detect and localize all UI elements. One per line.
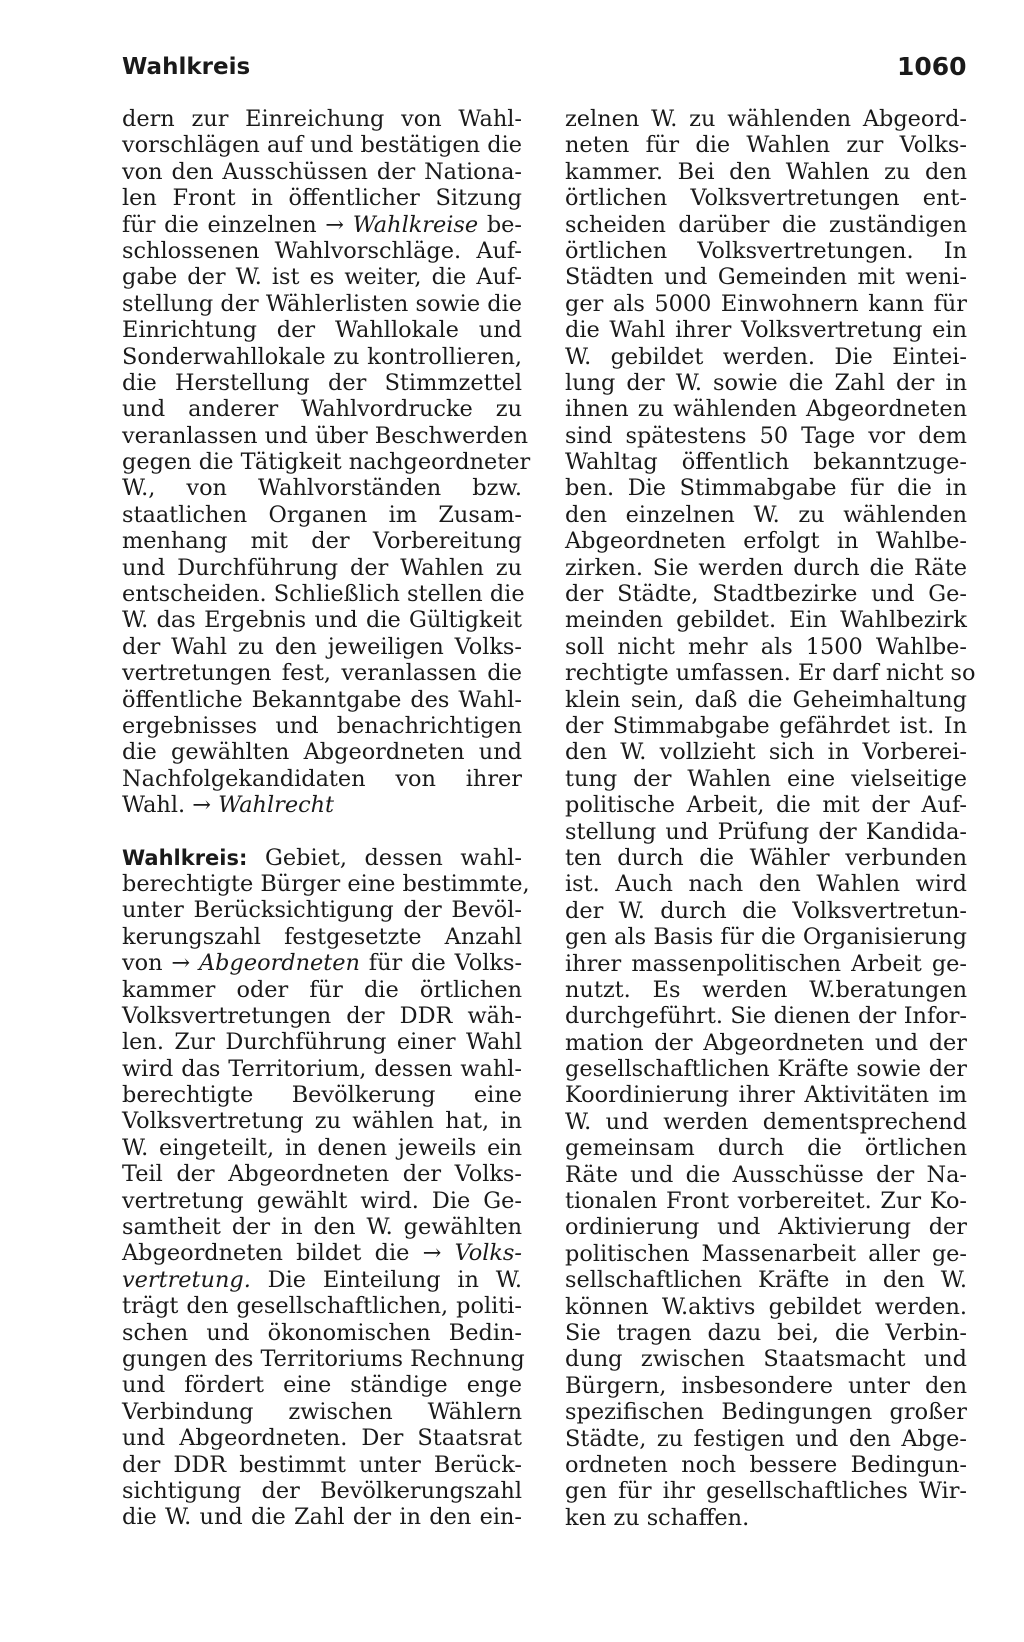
- text-line: menhang mit der Vorbereitung: [122, 528, 522, 555]
- text-line: berechtigte Bürger eine bestimmte,: [122, 870, 530, 897]
- entry-keyword: Wahlkreis:: [122, 845, 248, 870]
- text-line: tung der Wahlen eine vielseitige: [565, 765, 967, 792]
- text-line: vertretung gewählt wird. Die Ge-: [122, 1187, 522, 1214]
- text-line: von → Abgeordneten für die Volks-: [122, 950, 523, 977]
- text-line: zirken. Sie werden durch die Räte: [565, 554, 967, 581]
- text-line: Bürgern, insbesondere unter den: [565, 1372, 967, 1399]
- text-line: Städte, zu festigen und den Abge-: [565, 1425, 967, 1452]
- text-line: schlossenen Wahlvorschläge. Auf-: [122, 237, 522, 264]
- text-line: vorschlägen auf und bestätigen die: [122, 132, 522, 159]
- text-line: ist. Auch nach den Wahlen wird: [565, 871, 967, 898]
- text-line: ergebnisses und benachrichtigen: [122, 712, 522, 739]
- left-column-part1: [122, 106, 531, 819]
- text-line: scheiden darüber die zuständigen: [565, 211, 967, 238]
- text-line: Koordinierung ihrer Aktivitäten im: [565, 1082, 967, 1109]
- text-line: kerungszahl festgesetzte Anzahl: [122, 923, 522, 950]
- text-line: ihrer massenpolitischen Arbeit ge-: [565, 950, 967, 977]
- text-line: örtlichen Volksvertretungen. In: [565, 237, 967, 264]
- left-column-part2: [122, 870, 530, 1531]
- cross-reference[interactable]: vertretung.: [122, 1266, 251, 1293]
- text-line: und Abgeordneten. Der Staatsrat: [122, 1425, 522, 1452]
- text-line: gen für ihr gesellschaftliches Wir-: [565, 1478, 967, 1505]
- text-line: Sonderwahllokale zu kontrollieren,: [122, 343, 522, 370]
- text-line: den einzelnen W. zu wählenden: [565, 501, 967, 528]
- cross-reference[interactable]: Wahlrecht: [218, 792, 335, 819]
- text-line: gegen die Tätigkeit nachgeordneter: [122, 449, 531, 476]
- text-line: für die einzelnen → Wahlkreise be-: [122, 211, 522, 238]
- text-line: und anderer Wahlvordrucke zu: [122, 396, 522, 423]
- entry-first-line: [122, 845, 522, 871]
- text-line: wird das Territorium, dessen wahl-: [122, 1055, 522, 1082]
- text-line: meinden gebildet. Ein Wahlbezirk: [565, 607, 967, 634]
- text-line: sellschaftlichen Kräfte in den W.: [565, 1267, 967, 1294]
- text-line: gen als Basis für die Organisierung: [565, 924, 967, 951]
- text-line: gabe der W. ist es weiter, die Auf-: [122, 264, 522, 291]
- text-line: öffentliche Bekanntgabe des Wahl-: [122, 686, 522, 713]
- text-line: ordinierung und Aktivierung der: [565, 1214, 967, 1241]
- right-column: [565, 106, 976, 1531]
- text-line: stellung und Prüfung der Kandida-: [565, 818, 967, 845]
- text-line: ger als 5000 Einwohnern kann für: [565, 290, 967, 317]
- text-line: Sie tragen dazu bei, die Verbin-: [565, 1319, 967, 1346]
- text-line: veranlassen und über Beschwerden: [122, 422, 529, 449]
- text-line: ben. Die Stimmabgabe für die in: [565, 475, 967, 502]
- text-line: der Städte, Stadtbezirke und Ge-: [565, 581, 967, 608]
- text-line: schen und ökonomischen Bedin-: [122, 1319, 522, 1346]
- text-line: örtlichen Volksvertretungen ent-: [565, 185, 967, 212]
- text-line: die W. und die Zahl der in den ein-: [122, 1504, 522, 1531]
- text-line: stellung der Wählerlisten sowie die: [122, 290, 522, 317]
- text-line: Teil der Abgeordneten der Volks-: [122, 1161, 522, 1188]
- text-line: sichtigung der Bevölkerungszahl: [122, 1477, 522, 1504]
- text-line: der Wahl zu den jeweiligen Volks-: [122, 633, 522, 660]
- text-line: vertretungen fest, veranlassen die: [122, 660, 522, 687]
- text-line: Räte und die Ausschüsse der Na-: [565, 1161, 967, 1188]
- text-line: entscheiden. Schließlich stellen die: [122, 581, 525, 608]
- text-line: dung zwischen Staatsmacht und: [565, 1346, 967, 1373]
- text-line: Abgeordneten erfolgt in Wahlbe-: [565, 528, 967, 555]
- text-line: Wahltag öffentlich bekanntzuge-: [565, 449, 967, 476]
- text-line: der DDR bestimmt unter Berück-: [122, 1451, 522, 1478]
- text-line: ken zu schaffen.: [565, 1504, 750, 1531]
- text-line: neten für die Wahlen zur Volks-: [565, 132, 967, 159]
- text-line: ten durch die Wähler verbunden: [565, 844, 967, 871]
- text-line: gemeinsam durch die örtlichen: [565, 1135, 967, 1162]
- text-line: gungen des Territoriums Rechnung: [122, 1345, 525, 1372]
- text-line: Volksvertretung zu wählen hat, in: [122, 1108, 522, 1135]
- text-line: und Durchführung der Wahlen zu: [122, 554, 522, 581]
- text-line: sind spätestens 50 Tage vor dem: [565, 422, 967, 449]
- text-line: W. eingeteilt, in denen jeweils ein: [122, 1134, 522, 1161]
- text-line: staatlichen Organen im Zusam-: [122, 501, 522, 528]
- text-line: politischen Massenarbeit aller ge-: [565, 1240, 967, 1267]
- text-line: der Stimmabgabe gefährdet ist. In: [565, 712, 967, 739]
- text-line: nutzt. Es werden W.beratungen: [565, 976, 967, 1003]
- text-line: Städten und Gemeinden mit weni-: [565, 264, 967, 291]
- text-line: lung der W. sowie die Zahl der in: [565, 369, 967, 396]
- text-line: tionalen Front vorbereitet. Zur Ko-: [565, 1188, 967, 1215]
- text-line: gesellschaftlichen Kräfte sowie der: [565, 1056, 967, 1083]
- text-line: spezifischen Bedingungen großer: [565, 1399, 967, 1426]
- cross-reference[interactable]: Wahlkreise: [352, 211, 479, 238]
- text-line: Volksvertretungen der DDR wäh-: [122, 1002, 522, 1029]
- text-line: ihnen zu wählenden Abgeordneten: [565, 396, 967, 423]
- text-line: klein sein, daß die Geheimhaltung: [565, 686, 967, 713]
- text-line: W. das Ergebnis und die Gültigkeit: [122, 607, 522, 634]
- text-line: kammer oder für die örtlichen: [122, 976, 522, 1003]
- entry-separator: [122, 819, 522, 845]
- text-line: Wahl. → Wahlrecht: [122, 792, 335, 819]
- text-line: samtheit der in den W. gewählten: [122, 1214, 522, 1241]
- text-line: zelnen W. zu wählenden Abgeord-: [565, 106, 967, 132]
- left-column: [122, 106, 531, 1531]
- text-line: ordneten noch bessere Bedingun-: [565, 1451, 967, 1478]
- text-line: W. gebildet werden. Die Eintei-: [565, 343, 967, 370]
- page-number: 1060: [897, 52, 967, 81]
- text-line: von den Ausschüssen der Nationa-: [122, 158, 522, 185]
- running-head-title: Wahlkreis: [122, 54, 251, 80]
- cross-reference[interactable]: Volks-: [454, 1240, 522, 1267]
- text-line: politische Arbeit, die mit der Auf-: [565, 792, 967, 819]
- cross-reference[interactable]: Abgeordneten: [199, 950, 360, 977]
- text-line: die Wahl ihrer Volksvertretung ein: [565, 317, 967, 344]
- text-line: berechtigte Bevölkerung eine: [122, 1082, 522, 1109]
- text-line: Abgeordneten bildet die → Volks-: [122, 1240, 522, 1267]
- text-line: W., von Wahlvorständen bzw.: [122, 475, 522, 502]
- text-line: können W.aktivs gebildet werden.: [565, 1293, 967, 1320]
- text-line: rechtigte umfassen. Er darf nicht so: [565, 660, 976, 687]
- text-line: soll nicht mehr als 1500 Wahlbe-: [565, 633, 967, 660]
- text-line: Verbindung zwischen Wählern: [122, 1398, 522, 1425]
- text-line: kammer. Bei den Wahlen zu den: [565, 158, 967, 185]
- text-line: Nachfolgekandidaten von ihrer: [122, 765, 522, 792]
- text-line: mation der Abgeordneten und der: [565, 1029, 967, 1056]
- text-line: Einrichtung der Wahllokale und: [122, 317, 522, 344]
- text-line: die gewählten Abgeordneten und: [122, 739, 522, 766]
- entry-first-line-text: Gebiet, dessen wahl-: [247, 844, 522, 871]
- text-line: und fördert eine ständige enge: [122, 1372, 522, 1399]
- text-line: len. Zur Durchführung einer Wahl: [122, 1029, 522, 1056]
- text-line: W. und werden dementsprechend: [565, 1108, 967, 1135]
- text-line: dern zur Einreichung von Wahl-: [122, 106, 522, 132]
- text-line: trägt den gesellschaftlichen, politi-: [122, 1293, 522, 1320]
- text-line: die Herstellung der Stimmzettel: [122, 369, 522, 396]
- text-line: vertretung. Die Einteilung in W.: [122, 1266, 522, 1293]
- text-line: unter Berücksichtigung der Bevöl-: [122, 897, 522, 924]
- text-line: der W. durch die Volksvertretun-: [565, 897, 967, 924]
- text-line: den W. vollzieht sich in Vorberei-: [565, 739, 967, 766]
- text-line: len Front in öffentlicher Sitzung: [122, 185, 522, 212]
- text-line: durchgeführt. Sie dienen der Infor-: [565, 1003, 967, 1030]
